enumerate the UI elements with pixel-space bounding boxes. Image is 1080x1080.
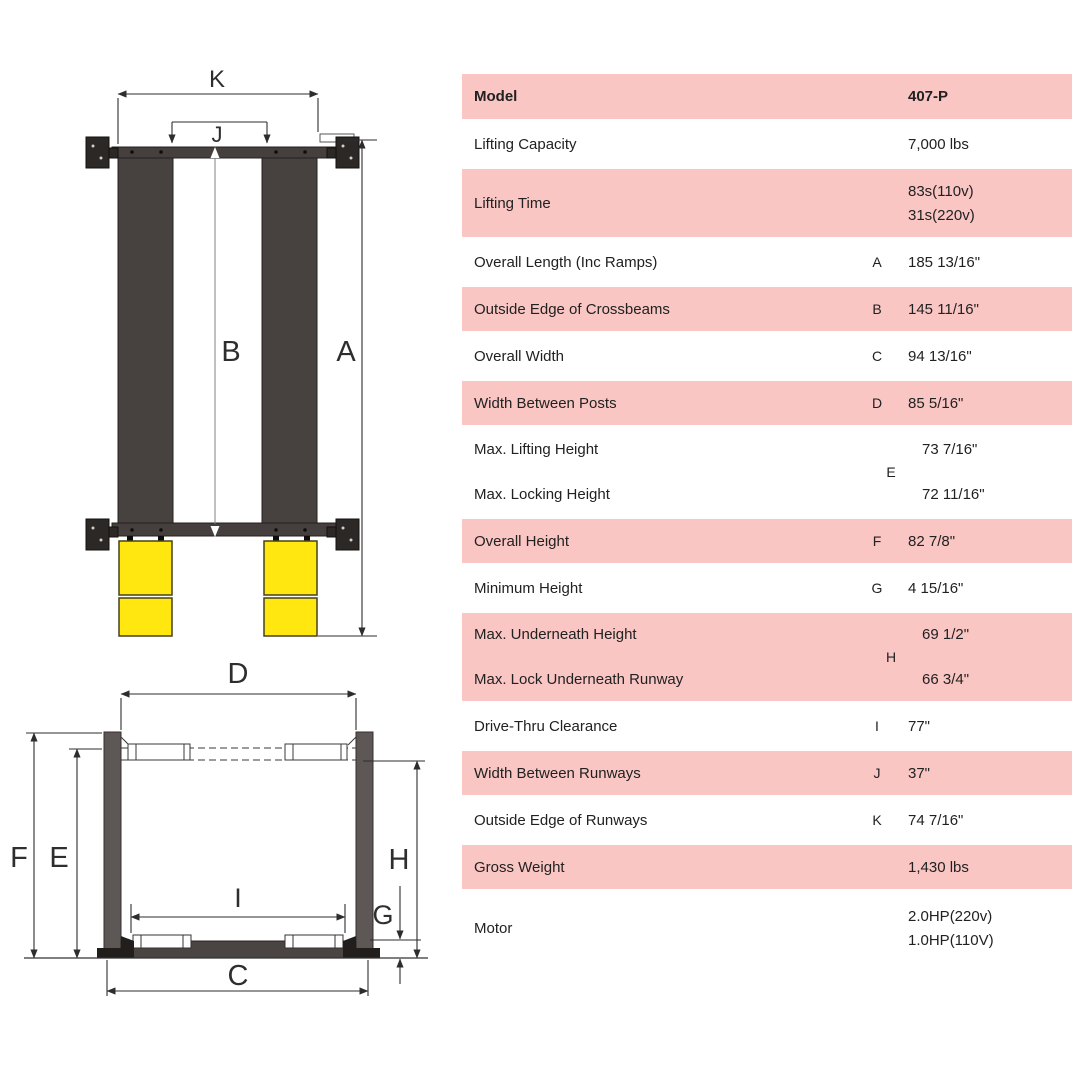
front-view-drawing xyxy=(10,658,428,996)
dim-j xyxy=(172,122,267,147)
dim-label-f: F xyxy=(10,842,28,874)
table-row-gross-weight: Gross Weight 1,430 lbs xyxy=(462,845,1072,889)
label-line-2: Max. Lock Underneath Runway xyxy=(474,671,684,688)
dim-label-c: C xyxy=(227,960,249,992)
dim-label-e: E xyxy=(49,842,69,874)
approach-ramps xyxy=(119,541,317,636)
table-row-overall-height: Overall Height F 82 7/8" xyxy=(462,519,1072,563)
table-row-motor: Motor 2.0HP(220v) 1.0HP(110V) xyxy=(462,892,1072,964)
dim-e xyxy=(49,749,102,958)
lowered-runway-assembly xyxy=(121,935,356,958)
dim-label-h: H xyxy=(388,844,410,876)
dim-label-a: A xyxy=(336,336,356,368)
table-row-width-between-runways: Width Between Runways J 37" xyxy=(462,751,1072,795)
table-row-width-between-posts: Width Between Posts D 85 5/16" xyxy=(462,381,1072,425)
dim-c xyxy=(107,960,368,996)
dim-label-b: B xyxy=(221,336,241,368)
baseplate-right xyxy=(352,948,380,958)
value-line-1: 2.0HP(220v) xyxy=(908,907,993,925)
dim-label-d: D xyxy=(227,658,249,690)
dim-label-k: K xyxy=(208,66,226,93)
spec-table xyxy=(462,74,1072,967)
ramp-right-lower xyxy=(264,598,317,636)
label-line-2: Max. Locking Height xyxy=(474,486,610,503)
value-line-2: 31s(220v) xyxy=(908,206,975,224)
dim-g xyxy=(370,886,421,984)
table-row-minimum-height: Minimum Height G 4 15/16" xyxy=(462,566,1072,610)
ramp-right-upper xyxy=(264,541,317,595)
baseplate-left xyxy=(97,948,125,958)
dim-label-j: J xyxy=(211,122,223,147)
value-line-2: 66 3/4" xyxy=(922,671,970,688)
dim-label-i: I xyxy=(234,883,242,913)
table-row-underneath-height: Max. Underneath Height Max. Lock Underneath Runway H 69 1/2" 66 3/4" xyxy=(462,613,1072,701)
dim-b xyxy=(211,147,241,537)
table-row-overall-width: Overall Width C 94 13/16" xyxy=(462,334,1072,378)
dim-a xyxy=(318,140,377,636)
table-row-drive-thru: Drive-Thru Clearance I 77" xyxy=(462,704,1072,748)
value-line-1: 83s(110v) xyxy=(908,182,974,200)
dim-i xyxy=(131,883,345,933)
table-row-lifting-capacity: Lifting Capacity 7,000 lbs xyxy=(462,122,1072,166)
dim-label-g: G xyxy=(372,900,394,930)
label-line-1: Max. Underneath Height xyxy=(474,626,637,643)
post-right xyxy=(356,732,373,958)
ramp-left-upper xyxy=(119,541,172,595)
post-left xyxy=(104,732,121,958)
runway-right xyxy=(262,147,317,528)
header-model-value: 407-P xyxy=(908,88,949,105)
header-model-label: Model xyxy=(474,88,518,105)
dim-d xyxy=(121,658,356,730)
ramp-left-lower xyxy=(119,598,172,636)
table-header-row xyxy=(462,74,1072,119)
value-line-2: 1.0HP(110V) xyxy=(908,931,994,949)
table-row-outside-runways: Outside Edge of Runways K 74 7/16" xyxy=(462,798,1072,842)
runway-left xyxy=(118,147,173,528)
lift-diagrams xyxy=(0,0,458,1080)
raised-runway-dashed xyxy=(121,737,356,760)
label-line-1: Max. Lifting Height xyxy=(474,441,599,458)
table-row-lifting-locking-height: Max. Lifting Height Max. Locking Height E 73 7/16" 72 11/16" xyxy=(462,428,1072,516)
value-line-2: 72 11/16" xyxy=(922,486,985,503)
table-row-lifting-time: Lifting Time 83s(110v) 31s(220v) xyxy=(462,169,1072,237)
table-row-overall-length: Overall Length (Inc Ramps) A 185 13/16" xyxy=(462,240,1072,284)
value-line-1: 73 7/16" xyxy=(922,441,978,458)
value-line-1: 69 1/2" xyxy=(922,626,970,643)
table-row-crossbeams: Outside Edge of Crossbeams B 145 11/16" xyxy=(462,287,1072,331)
top-view-drawing xyxy=(86,66,377,636)
